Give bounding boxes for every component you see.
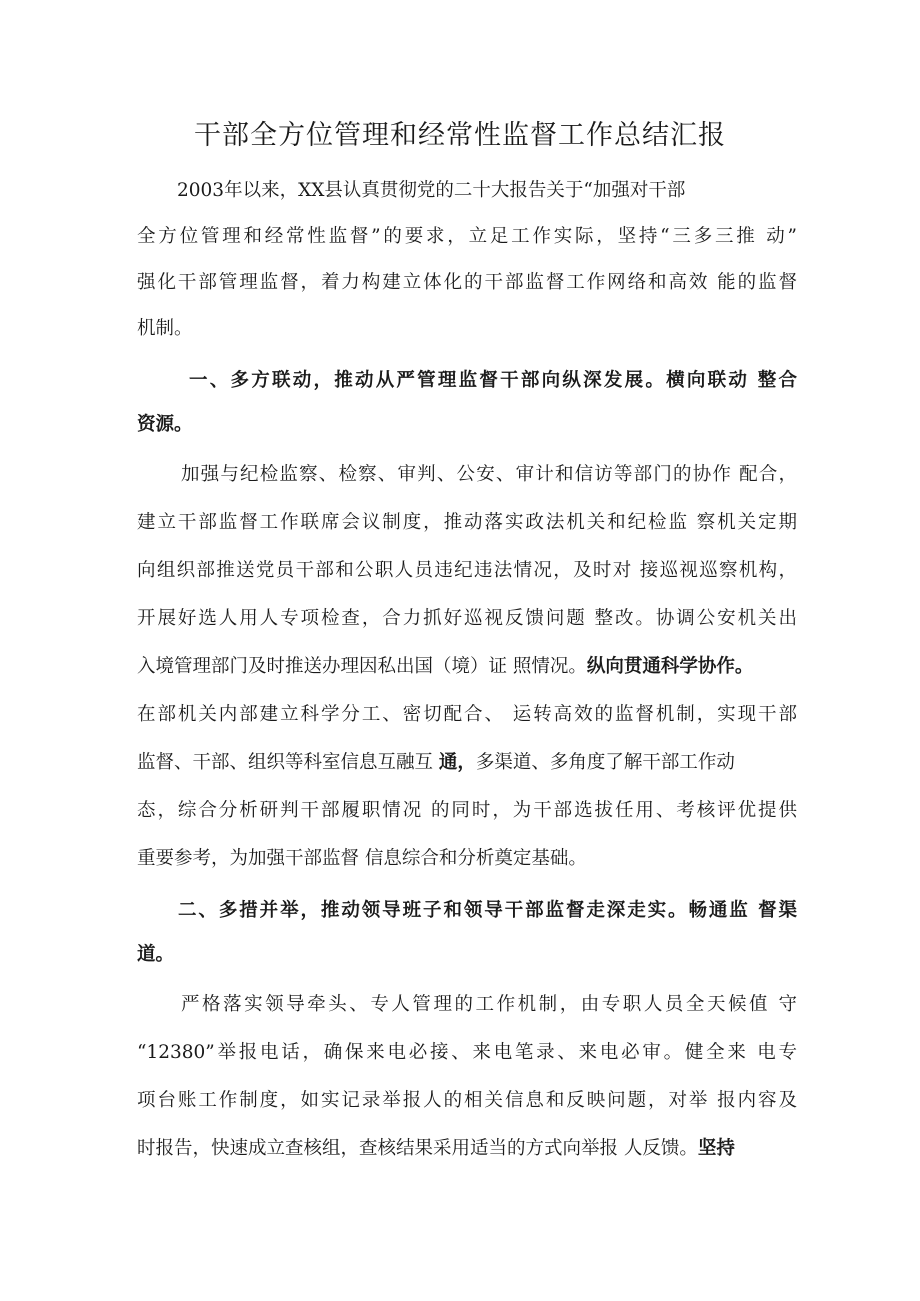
paragraph-line: “12380”举报电话，确保来电必接、来电笔录、来电必审。健全来 电专 bbox=[137, 1042, 797, 1063]
bold-subheading: 纵向贯通科学协作。 bbox=[586, 656, 754, 677]
paragraph-line: 开展好选人用人专项检查，合力抓好巡视反馈问题 整改。协调公安机关出 bbox=[137, 608, 797, 629]
paragraph-line: 态，综合分析研判干部履职情况 的同时，为干部选拔任用、考核评优提供 bbox=[137, 800, 797, 821]
paragraph-line: 重要参考，为加强干部监督 信息综合和分析奠定基础。 bbox=[137, 848, 587, 869]
body-text: 多渠道、多角度了解干部工作动 bbox=[475, 752, 735, 773]
paragraph-line: 加强与纪检监察、检察、审判、公安、审计和信访等部门的协作 配合， bbox=[181, 464, 797, 485]
paragraph-line: 建立干部监督工作联席会议制度，推动落实政法机关和纪检监 察机关定期 bbox=[137, 512, 797, 533]
paragraph-line: 强化干部管理监督，着力构建立体化的干部监督工作网络和高效 能的监督 bbox=[137, 272, 797, 293]
paragraph-line bbox=[137, 1136, 735, 1162]
bold-text: 通， bbox=[438, 752, 476, 773]
section-heading-line: 一、多方联动，推动从严管理监督干部向纵深发展。横向联动 整合 bbox=[189, 370, 797, 391]
section-heading-line: 二、多措并举，推动领导班子和领导干部监督走深走实。畅通监 督渠 bbox=[178, 900, 797, 921]
paragraph-line: 机制。 bbox=[137, 318, 193, 339]
bold-subheading: 坚持 bbox=[697, 1138, 735, 1159]
section-heading-line: 资源。 bbox=[137, 414, 193, 435]
body-text: 时报告，快速成立查核组，查核结果采用适当的方式向举报 人反馈。 bbox=[137, 1138, 698, 1159]
paragraph-line bbox=[137, 750, 735, 776]
paragraph-line: 2003年以来，XX县认真贯彻党的二十大报告关于“加强对干部 bbox=[177, 180, 686, 201]
paragraph-line: 向组织部推送党员干部和公职人员违纪违法情况，及时对 接巡视巡察机构， bbox=[137, 560, 797, 581]
paragraph-line: 在部机关内部建立科学分工、密切配合、 运转高效的监督机制，实现干部 bbox=[137, 704, 797, 725]
document-title: 干部全方位管理和经常性监督工作总结汇报 bbox=[194, 120, 726, 151]
paragraph-line: 全方位管理和经常性监督”的要求，立足工作实际，坚持“三多三推 动” bbox=[137, 226, 797, 247]
paragraph-line: 严格落实领导牵头、专人管理的工作机制，由专职人员全天候值 守 bbox=[181, 994, 797, 1015]
paragraph-line bbox=[137, 654, 753, 680]
body-text: 入境管理部门及时推送办理因私出国（境）证 照情况。 bbox=[137, 656, 587, 677]
section-heading-line: 道。 bbox=[137, 944, 175, 965]
body-text: 监督、干部、组织等科室信息互融互 bbox=[137, 752, 439, 773]
paragraph-line: 项台账工作制度，如实记录举报人的相关信息和反映问题，对举 报内容及 bbox=[137, 1090, 797, 1111]
